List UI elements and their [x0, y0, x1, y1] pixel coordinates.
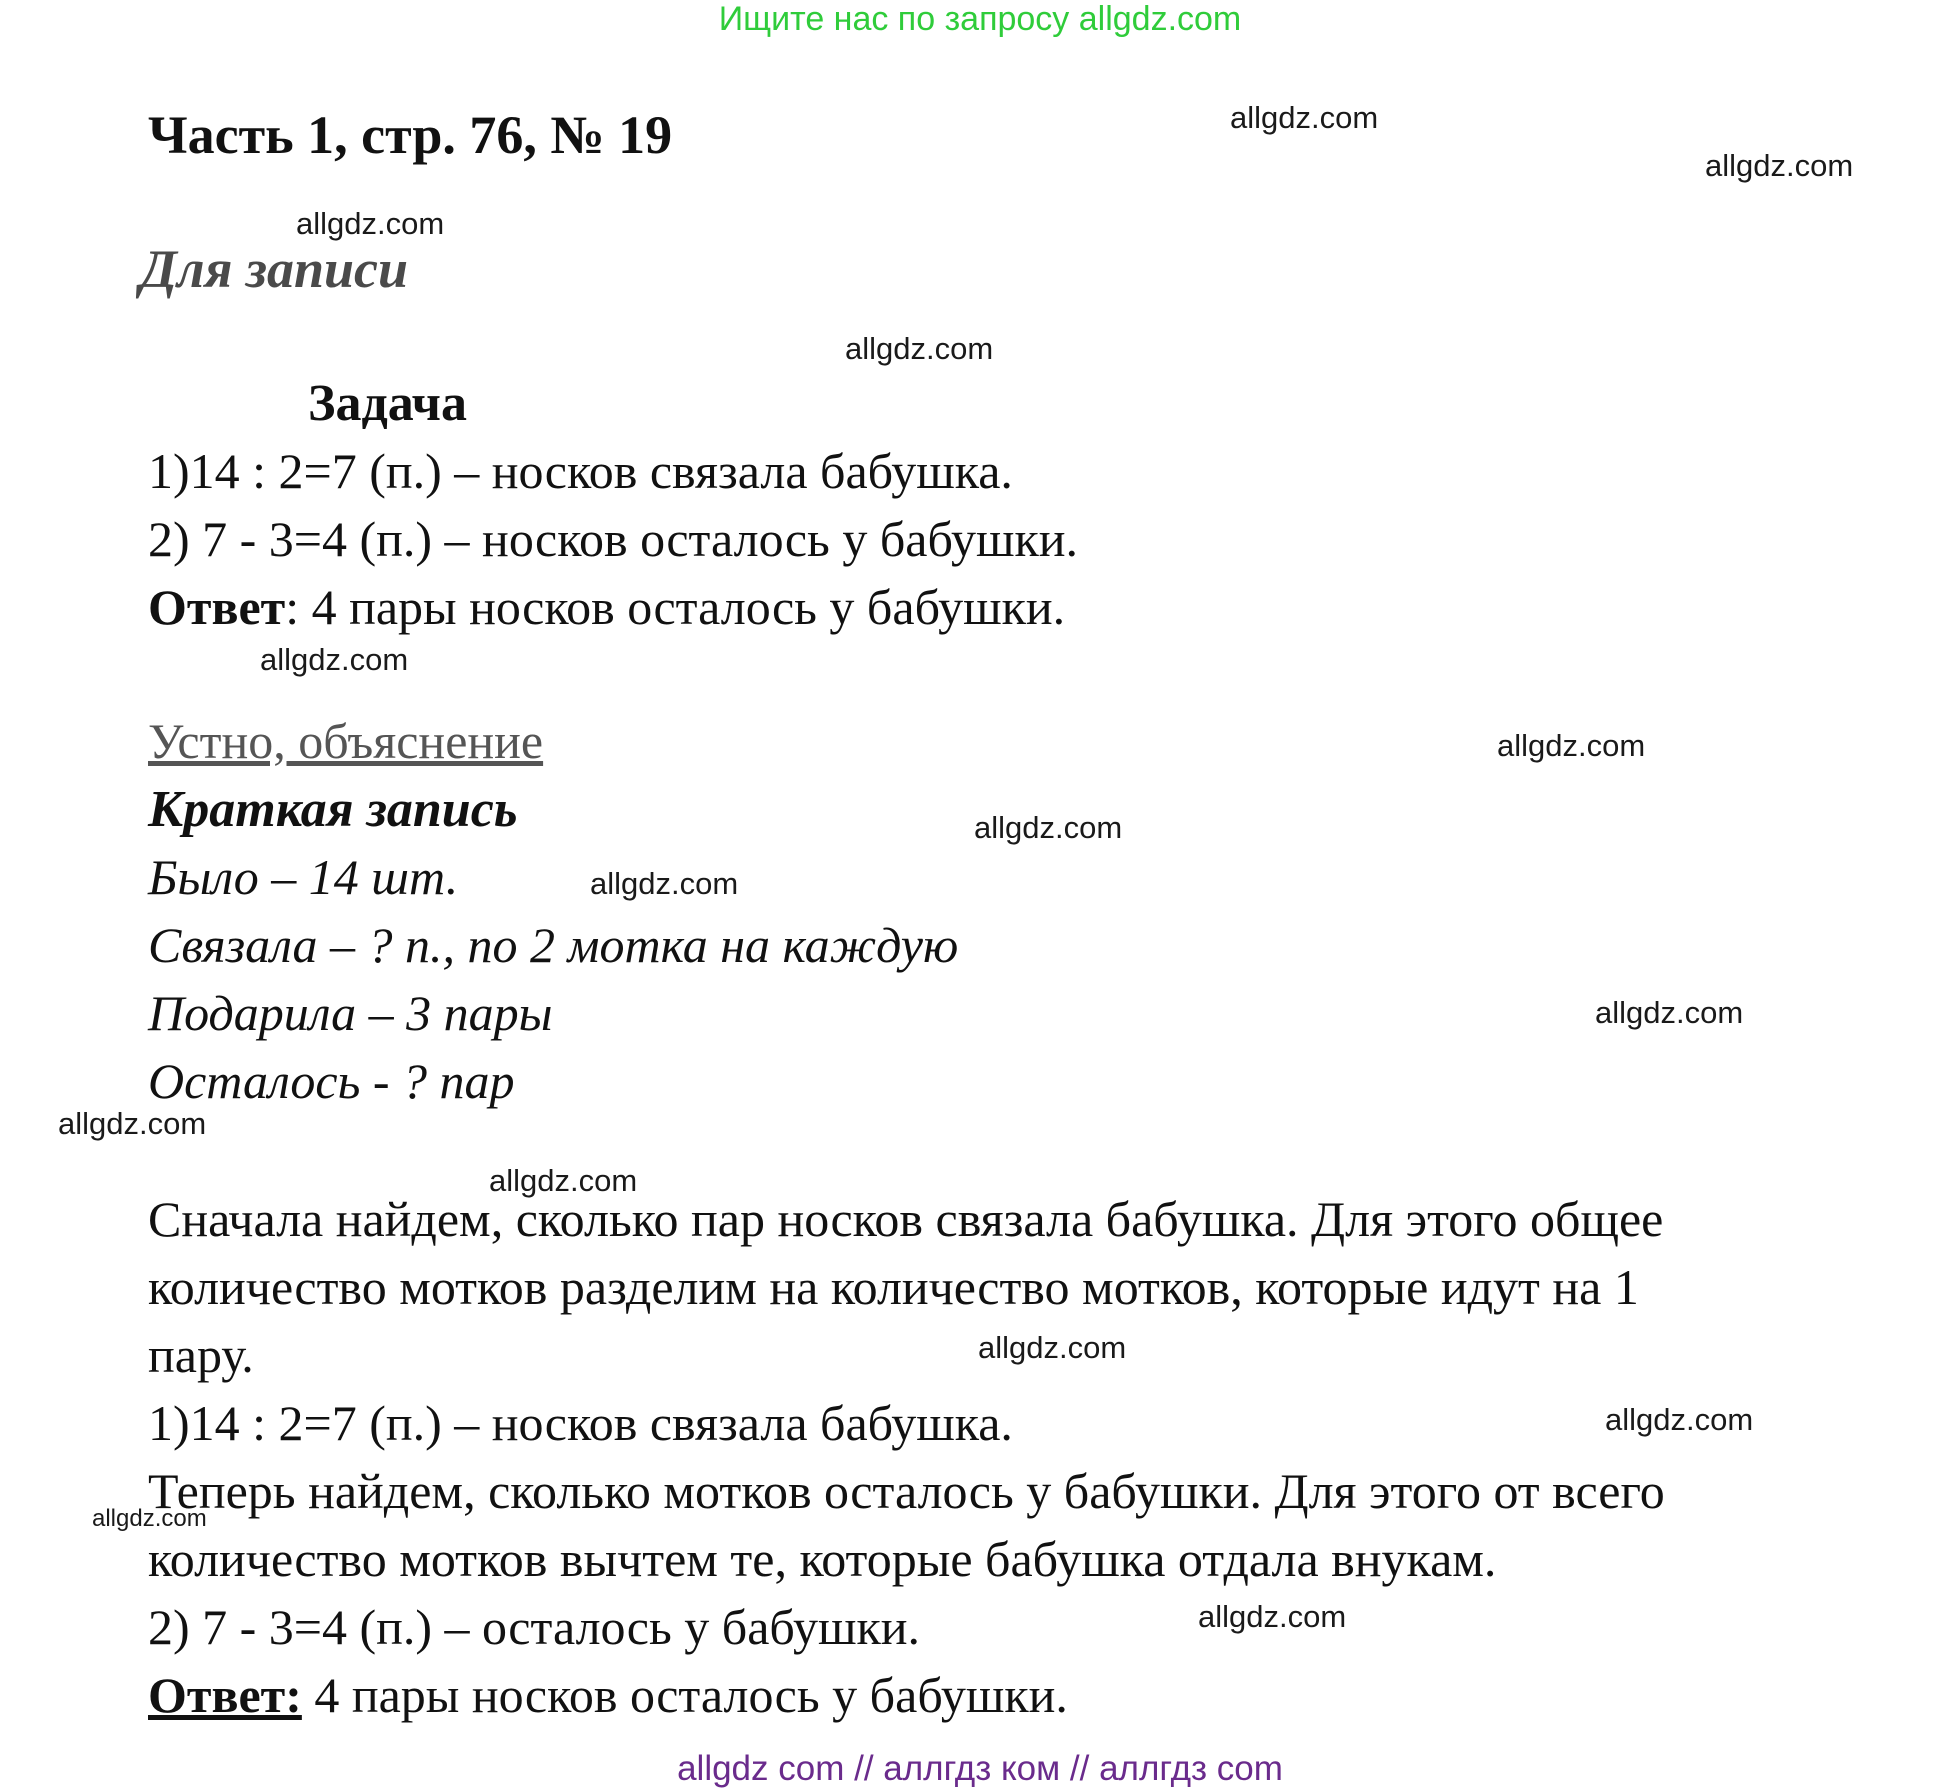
- answer-text: : 4 пары носков осталось у бабушки.: [285, 579, 1066, 635]
- watermark: allgdz.com: [1605, 1402, 1754, 1437]
- short-line-2: Связала – ? п., по 2 мотка на каждую: [148, 917, 959, 973]
- short-line-4: Осталось - ? пар: [148, 1053, 515, 1109]
- explain-line-5: Теперь найдем, сколько мотков осталось у бабушки. Для этого от всего: [148, 1463, 1665, 1519]
- watermark: allgdz.com: [1595, 995, 1744, 1030]
- watermark: allgdz.com: [845, 331, 994, 366]
- explain-line-2: количество мотков разделим на количество мотков, которые идут на 1: [148, 1259, 1639, 1315]
- watermark: allgdz.com: [260, 642, 409, 677]
- task-line-1: 1)14 : 2=7 (п.) – носков связала бабушка.: [148, 443, 1013, 499]
- answer-label: Ответ: [148, 579, 286, 635]
- explain-line-7: 2) 7 - 3=4 (п.) – осталось у бабушки.: [148, 1599, 920, 1655]
- short-line-3: Подарила – 3 пары: [148, 985, 553, 1041]
- explain-line-1: Сначала найдем, сколько пар носков связала бабушка. Для этого общее: [148, 1191, 1664, 1247]
- answer2-line: [148, 1666, 1068, 1724]
- page-title: Часть 1, стр. 76, № 19: [148, 105, 673, 165]
- answer2-label: Ответ:: [148, 1667, 302, 1723]
- watermark: allgdz.com: [92, 1505, 207, 1532]
- watermark: allgdz.com: [489, 1163, 638, 1198]
- answer-line: [148, 578, 1065, 636]
- explain-line-4: 1)14 : 2=7 (п.) – носков связала бабушка.: [148, 1395, 1013, 1451]
- section-record-heading: Для записи: [140, 239, 409, 299]
- explain-line-6: количество мотков вычтем те, которые бабушка отдала внукам.: [148, 1531, 1497, 1587]
- watermark: allgdz.com: [1497, 728, 1646, 763]
- watermark: allgdz.com: [1230, 100, 1379, 135]
- watermark: allgdz.com: [1705, 148, 1854, 183]
- task-line-2: 2) 7 - 3=4 (п.) – носков осталось у бабушки.: [148, 511, 1079, 567]
- watermark: allgdz.com: [296, 206, 445, 241]
- watermark: allgdz.com: [58, 1106, 207, 1141]
- watermark: allgdz.com: [590, 866, 739, 901]
- top-banner: Ищите нас по запросу allgdz.com: [718, 0, 1242, 38]
- answer2-text: 4 пары носков осталось у бабушки.: [301, 1667, 1068, 1723]
- task-heading: Задача: [308, 375, 467, 432]
- short-line-1: Было – 14 шт.: [148, 849, 459, 905]
- section-oral-heading: Устно, объяснение: [148, 713, 544, 769]
- explain-line-3: пару.: [148, 1327, 254, 1383]
- watermark: allgdz.com: [1198, 1599, 1347, 1634]
- watermark: allgdz.com: [978, 1330, 1127, 1365]
- bottom-banner: allgdz com // аллгдз ком // аллгдз com: [677, 1749, 1283, 1788]
- short-record-heading: Краткая запись: [148, 781, 518, 838]
- watermark: allgdz.com: [974, 810, 1123, 845]
